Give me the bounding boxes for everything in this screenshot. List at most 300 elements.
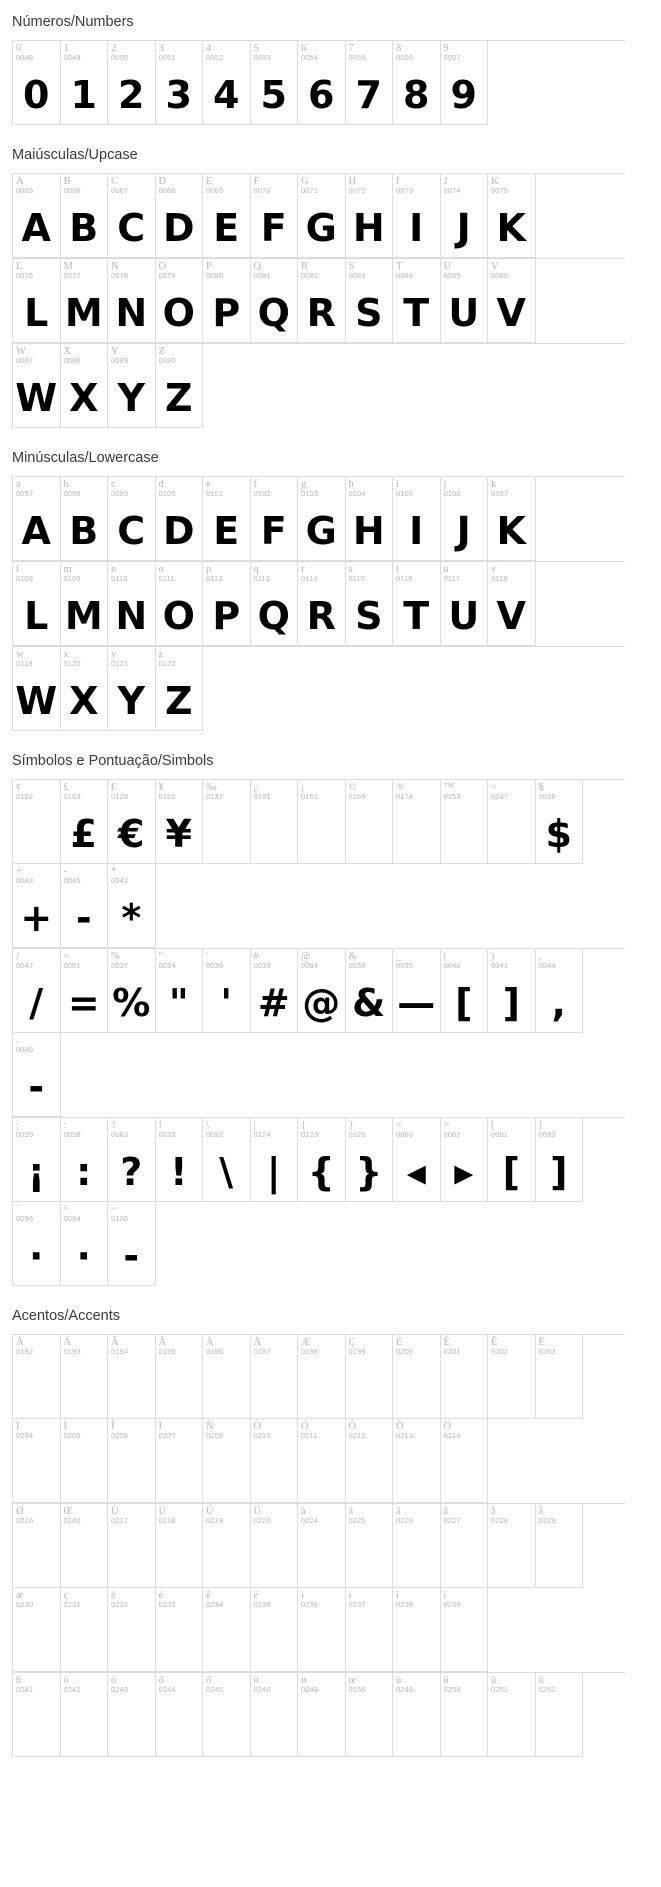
glyph-code-label: 0059 xyxy=(16,1130,34,1140)
glyph-cell[interactable] xyxy=(108,1335,156,1419)
glyph-preview: ] xyxy=(502,981,520,1025)
glyph-cell[interactable] xyxy=(298,780,346,864)
glyph-char-label: ; xyxy=(16,1120,19,1131)
glyph-char-label: y xyxy=(111,649,117,660)
glyph-cell[interactable] xyxy=(251,41,299,125)
glyph-cell[interactable] xyxy=(536,1673,584,1757)
glyph-cell[interactable] xyxy=(298,174,346,258)
glyph-meta xyxy=(13,864,60,889)
glyph-preview: U xyxy=(448,291,480,335)
glyph-char-label: ‰ xyxy=(206,782,217,793)
glyph-code-label: 0200 xyxy=(396,1347,414,1357)
glyph-char-label: ? xyxy=(111,1120,116,1131)
glyph-meta xyxy=(298,1673,345,1698)
glyph-cell[interactable] xyxy=(61,949,109,1033)
glyph-cell[interactable] xyxy=(108,1202,156,1286)
glyph-cell[interactable] xyxy=(346,1588,394,1672)
glyph-cell[interactable] xyxy=(251,477,299,561)
glyph-cell[interactable] xyxy=(393,1118,441,1202)
glyph-cell[interactable] xyxy=(488,1673,536,1757)
glyph-cell[interactable] xyxy=(203,1673,251,1757)
glyph-cell[interactable] xyxy=(203,477,251,561)
glyph-cell[interactable] xyxy=(61,1504,109,1588)
glyph-cell[interactable] xyxy=(156,41,204,125)
glyph-meta xyxy=(488,1673,535,1698)
glyph-cell[interactable] xyxy=(346,1335,394,1419)
glyph-cell[interactable] xyxy=(251,780,299,864)
glyph-cell[interactable] xyxy=(251,1673,299,1757)
glyph-cell[interactable] xyxy=(298,1504,346,1588)
glyph-preview xyxy=(536,1529,583,1587)
glyph-cell[interactable] xyxy=(393,949,441,1033)
glyph-preview: V xyxy=(496,291,526,335)
glyph-cell[interactable] xyxy=(393,174,441,258)
glyph-cell[interactable] xyxy=(108,41,156,125)
glyph-cell[interactable] xyxy=(536,1335,584,1419)
glyph-cell[interactable] xyxy=(13,1033,61,1117)
glyph-meta xyxy=(298,259,345,284)
glyph-cell[interactable] xyxy=(441,562,489,646)
glyph-code-label: 0033 xyxy=(158,1130,176,1140)
glyph-cell[interactable] xyxy=(441,780,489,864)
glyph-cell[interactable] xyxy=(488,174,536,258)
glyph-cell[interactable] xyxy=(298,949,346,1033)
glyph-cell[interactable] xyxy=(61,1673,109,1757)
glyph-cell[interactable] xyxy=(536,1504,584,1588)
glyph-preview: A xyxy=(21,509,51,553)
glyph-cell[interactable] xyxy=(13,174,61,258)
glyph-preview xyxy=(346,805,393,863)
glyph-preview: K xyxy=(496,206,526,250)
glyph-char-label: ï xyxy=(443,1590,447,1601)
glyph-cell[interactable] xyxy=(441,1419,489,1503)
glyph-cell[interactable] xyxy=(156,344,204,428)
glyph-cell[interactable] xyxy=(13,1673,61,1757)
glyph-cell[interactable] xyxy=(536,1118,584,1202)
glyph-cell[interactable] xyxy=(203,1335,251,1419)
glyph-char-label: Í xyxy=(63,1421,67,1432)
glyph-cell[interactable] xyxy=(13,1419,61,1503)
glyph-meta xyxy=(393,174,440,199)
glyph-preview: # xyxy=(257,981,290,1025)
glyph-cell[interactable] xyxy=(251,1504,299,1588)
glyph-char-label: \ xyxy=(206,1120,209,1131)
glyph-meta xyxy=(536,949,583,974)
glyph-char-label: € xyxy=(111,782,117,793)
glyph-cell[interactable] xyxy=(156,1504,204,1588)
glyph-cell[interactable] xyxy=(298,41,346,125)
glyph-preview xyxy=(536,1360,583,1418)
glyph-cell[interactable] xyxy=(298,259,346,343)
glyph-char-label: L xyxy=(16,261,23,272)
glyph-cell[interactable] xyxy=(536,949,584,1033)
glyph-cell[interactable] xyxy=(156,949,204,1033)
glyph-char-label: ô xyxy=(158,1675,164,1686)
glyph-code-label: 0216 xyxy=(16,1516,34,1526)
glyph-cell[interactable] xyxy=(203,780,251,864)
glyph-meta xyxy=(156,41,203,66)
glyph-cell[interactable] xyxy=(346,1504,394,1588)
section-spacer xyxy=(0,125,661,133)
glyph-cell[interactable] xyxy=(251,1419,299,1503)
glyph-preview xyxy=(251,805,298,863)
glyph-code-label: 0088 xyxy=(63,356,81,366)
glyph-cell[interactable] xyxy=(298,1673,346,1757)
glyph-cell[interactable] xyxy=(108,949,156,1033)
glyph-char-label: P xyxy=(206,261,212,272)
glyph-cell[interactable] xyxy=(108,1673,156,1757)
glyph-cell[interactable] xyxy=(203,562,251,646)
glyph-cell[interactable] xyxy=(156,1335,204,1419)
glyph-cell[interactable] xyxy=(13,259,61,343)
glyph-cell[interactable] xyxy=(393,1335,441,1419)
glyph-cell[interactable] xyxy=(203,41,251,125)
glyph-cell[interactable] xyxy=(61,647,109,731)
glyph-cell[interactable] xyxy=(156,647,204,731)
glyph-cell[interactable] xyxy=(393,1588,441,1672)
glyph-cell[interactable] xyxy=(346,1673,394,1757)
glyph-char-label: R xyxy=(301,261,309,272)
glyph-preview: P xyxy=(212,594,241,638)
glyph-cell[interactable] xyxy=(441,1673,489,1757)
glyph-char-label: Û xyxy=(206,1506,214,1517)
glyph-cell[interactable] xyxy=(61,1118,109,1202)
glyph-cell[interactable] xyxy=(393,1504,441,1588)
glyph-cell[interactable] xyxy=(346,562,394,646)
glyph-cell[interactable] xyxy=(488,1335,536,1419)
glyph-preview xyxy=(13,1613,60,1671)
glyph-meta xyxy=(298,1419,345,1444)
glyph-char-label: $ xyxy=(538,782,544,793)
glyph-preview: H xyxy=(352,509,385,553)
glyph-cell[interactable] xyxy=(13,41,61,125)
glyph-cell[interactable] xyxy=(346,477,394,561)
glyph-char-label: f xyxy=(253,479,257,490)
glyph-cell[interactable] xyxy=(251,174,299,258)
glyph-cell[interactable] xyxy=(346,174,394,258)
glyph-char-label: l xyxy=(16,564,19,575)
glyph-cell[interactable] xyxy=(156,259,204,343)
glyph-cell[interactable] xyxy=(156,1588,204,1672)
glyph-cell[interactable] xyxy=(203,1118,251,1202)
glyph-cell[interactable] xyxy=(156,1118,204,1202)
glyph-cell[interactable] xyxy=(13,864,61,948)
glyph-char-label: B xyxy=(63,176,71,187)
glyph-char-label: é xyxy=(158,1590,164,1601)
glyph-code-label: 0096 xyxy=(16,1214,34,1224)
glyph-cell[interactable] xyxy=(441,477,489,561)
glyph-meta xyxy=(488,1118,535,1143)
glyph-cell[interactable] xyxy=(108,1419,156,1503)
glyph-cell[interactable] xyxy=(156,174,204,258)
glyph-cell[interactable] xyxy=(251,1588,299,1672)
glyph-preview: ¥ xyxy=(165,812,192,856)
glyph-meta xyxy=(203,1335,250,1360)
glyph-cell[interactable] xyxy=(61,477,109,561)
glyph-cell[interactable] xyxy=(393,1419,441,1503)
glyph-char-label: = xyxy=(63,951,70,962)
glyph-cell[interactable] xyxy=(298,1118,346,1202)
glyph-cell[interactable] xyxy=(251,949,299,1033)
glyph-meta xyxy=(393,1118,440,1143)
glyph-cell[interactable] xyxy=(441,1335,489,1419)
glyph-preview: · xyxy=(76,1234,91,1278)
glyph-cell[interactable] xyxy=(488,259,536,343)
glyph-cell[interactable] xyxy=(488,1504,536,1588)
glyph-cell[interactable] xyxy=(441,1588,489,1672)
glyph-preview: C xyxy=(117,206,146,250)
glyph-code-label: 0219 xyxy=(206,1516,224,1526)
glyph-cell[interactable] xyxy=(13,1504,61,1588)
glyph-meta xyxy=(488,780,535,805)
glyph-meta xyxy=(298,1588,345,1613)
glyph-preview: E xyxy=(213,509,240,553)
glyph-cell[interactable] xyxy=(108,1504,156,1588)
glyph-cell[interactable] xyxy=(13,647,61,731)
glyph-cell[interactable] xyxy=(251,1335,299,1419)
glyph-cell[interactable] xyxy=(61,1588,109,1672)
glyph-code-label: 0226 xyxy=(396,1516,414,1526)
glyph-cell[interactable] xyxy=(488,780,536,864)
glyph-cell[interactable] xyxy=(393,259,441,343)
glyph-cell[interactable] xyxy=(203,1588,251,1672)
glyph-cell[interactable] xyxy=(108,647,156,731)
glyph-cell[interactable] xyxy=(61,1419,109,1503)
glyph-char-label: 0 xyxy=(16,43,22,54)
glyph-meta xyxy=(393,1419,440,1444)
glyph-code-label: 0107 xyxy=(491,489,509,499)
glyph-cell[interactable] xyxy=(203,259,251,343)
glyph-preview xyxy=(346,1529,393,1587)
glyph-cell[interactable] xyxy=(393,780,441,864)
glyph-cell[interactable] xyxy=(251,562,299,646)
glyph-char-label: g xyxy=(301,479,307,490)
glyph-cell[interactable] xyxy=(251,1118,299,1202)
glyph-cell[interactable] xyxy=(346,780,394,864)
glyph-cell[interactable] xyxy=(536,780,584,864)
glyph-preview: M xyxy=(64,594,103,638)
glyph-preview: H xyxy=(352,206,385,250)
glyph-char-label: e xyxy=(206,479,211,490)
glyph-cell[interactable] xyxy=(13,344,61,428)
glyph-cell[interactable] xyxy=(346,1419,394,1503)
glyph-meta xyxy=(346,1118,393,1143)
glyph-cell[interactable] xyxy=(61,259,109,343)
glyph-meta xyxy=(108,1202,155,1227)
glyph-meta xyxy=(298,780,345,805)
glyph-cell[interactable] xyxy=(108,562,156,646)
glyph-cell[interactable] xyxy=(346,949,394,1033)
glyph-cell[interactable] xyxy=(441,949,489,1033)
glyph-cell[interactable] xyxy=(393,562,441,646)
glyph-cell[interactable] xyxy=(13,1202,61,1286)
glyph-char-label: ] xyxy=(538,1120,542,1131)
glyph-meta xyxy=(346,1419,393,1444)
glyph-preview xyxy=(251,1698,298,1756)
glyph-cell[interactable] xyxy=(298,1335,346,1419)
glyph-cell[interactable] xyxy=(108,344,156,428)
glyph-meta xyxy=(156,1335,203,1360)
glyph-cell[interactable] xyxy=(203,1504,251,1588)
glyph-char-label: ÷ xyxy=(491,782,497,793)
glyph-preview xyxy=(298,1613,345,1671)
glyph-cell[interactable] xyxy=(61,174,109,258)
glyph-cell[interactable] xyxy=(61,562,109,646)
glyph-cell[interactable] xyxy=(156,1419,204,1503)
glyph-char-label: I xyxy=(396,176,400,187)
glyph-preview: O xyxy=(162,291,195,335)
glyph-cell[interactable] xyxy=(156,780,204,864)
glyph-preview: € xyxy=(118,812,145,856)
glyph-cell[interactable] xyxy=(488,477,536,561)
glyph-code-label: 0104 xyxy=(348,489,366,499)
glyph-cell[interactable] xyxy=(13,1118,61,1202)
glyph-cell[interactable] xyxy=(488,949,536,1033)
glyph-cell[interactable] xyxy=(488,1118,536,1202)
glyph-preview: N xyxy=(115,291,148,335)
glyph-preview xyxy=(441,1698,488,1756)
glyph-meta xyxy=(441,1419,488,1444)
glyph-cell[interactable] xyxy=(298,477,346,561)
glyph-meta xyxy=(156,174,203,199)
glyph-char-label: U xyxy=(443,261,452,272)
glyph-char-label: . xyxy=(16,1035,19,1046)
glyph-code-label: 0153 xyxy=(443,792,461,802)
glyph-cell[interactable] xyxy=(393,41,441,125)
glyph-row xyxy=(12,343,625,428)
glyph-cell[interactable] xyxy=(298,1588,346,1672)
glyph-preview xyxy=(156,1529,203,1587)
glyph-cell[interactable] xyxy=(61,780,109,864)
glyph-char-label: : xyxy=(63,1120,67,1131)
glyph-code-label: 0072 xyxy=(348,186,366,196)
glyph-meta xyxy=(298,174,345,199)
glyph-code-label: 0140 xyxy=(63,1516,81,1526)
glyph-cell[interactable] xyxy=(61,1202,109,1286)
glyph-char-label: ü xyxy=(538,1675,544,1686)
glyph-preview xyxy=(441,1529,488,1587)
glyph-cell[interactable] xyxy=(298,562,346,646)
glyph-cell[interactable] xyxy=(13,1335,61,1419)
glyph-cell[interactable] xyxy=(108,259,156,343)
section-spacer xyxy=(0,1286,661,1294)
glyph-code-label: 0211 xyxy=(301,1431,318,1441)
glyph-cell[interactable] xyxy=(393,1673,441,1757)
glyph-cell[interactable] xyxy=(441,174,489,258)
glyph-char-label: ó xyxy=(111,1675,117,1686)
glyph-cell[interactable] xyxy=(13,780,61,864)
glyph-preview xyxy=(441,1613,488,1671)
glyph-meta xyxy=(61,1673,108,1698)
glyph-cell[interactable] xyxy=(203,1419,251,1503)
glyph-cell[interactable] xyxy=(441,1118,489,1202)
glyph-cell[interactable] xyxy=(108,780,156,864)
glyph-code-label: 0123 xyxy=(301,1130,319,1140)
glyph-cell[interactable] xyxy=(393,477,441,561)
glyph-char-label: Ï xyxy=(158,1421,162,1432)
glyph-code-label: 0218 xyxy=(158,1516,176,1526)
glyph-cell[interactable] xyxy=(108,1588,156,1672)
glyph-meta xyxy=(488,1504,535,1529)
glyph-cell[interactable] xyxy=(13,562,61,646)
glyph-cell[interactable] xyxy=(156,477,204,561)
glyph-cell[interactable] xyxy=(346,259,394,343)
glyph-code-label: 0249 xyxy=(396,1685,414,1695)
glyph-cell[interactable] xyxy=(488,562,536,646)
glyph-meta xyxy=(13,1504,60,1529)
glyph-cell[interactable] xyxy=(13,949,61,1033)
glyph-preview xyxy=(488,805,535,863)
glyph-char-label: í xyxy=(348,1590,352,1601)
glyph-char-label: Y xyxy=(111,346,119,357)
glyph-meta xyxy=(108,1588,155,1613)
glyph-code-label: 0239 xyxy=(443,1600,461,1610)
glyph-cell[interactable] xyxy=(61,344,109,428)
glyph-code-label: 0111 xyxy=(158,574,175,584)
glyph-cell[interactable] xyxy=(61,41,109,125)
glyph-char-label: ' xyxy=(206,951,208,962)
glyph-cell[interactable] xyxy=(156,562,204,646)
glyph-cell[interactable] xyxy=(346,41,394,125)
glyph-preview: | xyxy=(266,1150,281,1194)
glyph-code-label: 0213 xyxy=(396,1431,414,1441)
glyph-cell[interactable] xyxy=(441,1504,489,1588)
glyph-preview: $ xyxy=(545,812,572,856)
glyph-cell[interactable] xyxy=(203,949,251,1033)
glyph-cell[interactable] xyxy=(156,1673,204,1757)
glyph-cell[interactable] xyxy=(61,1335,109,1419)
glyph-row xyxy=(12,561,625,646)
glyph-cell[interactable] xyxy=(108,174,156,258)
glyph-cell[interactable] xyxy=(108,864,156,948)
glyph-meta xyxy=(61,647,108,672)
glyph-cell[interactable] xyxy=(61,864,109,948)
glyph-meta xyxy=(298,1335,345,1360)
glyph-char-label: p xyxy=(206,564,212,575)
glyph-preview xyxy=(393,1613,440,1671)
glyph-code-label: 0076 xyxy=(16,271,34,281)
glyph-cell[interactable] xyxy=(298,1419,346,1503)
glyph-cell[interactable] xyxy=(13,1588,61,1672)
glyph-code-label: 0049 xyxy=(63,53,81,63)
glyph-cell[interactable] xyxy=(441,41,489,125)
glyph-char-label: ì xyxy=(301,1590,304,1601)
glyph-cell[interactable] xyxy=(441,259,489,343)
glyph-char-label: } xyxy=(348,1120,354,1131)
glyph-meta xyxy=(13,562,60,587)
glyph-code-label: 0040 xyxy=(443,961,461,971)
glyph-meta xyxy=(108,949,155,974)
glyph-code-label: 0054 xyxy=(301,53,319,63)
glyph-cell[interactable] xyxy=(108,477,156,561)
glyph-preview xyxy=(13,1698,60,1756)
glyph-meta xyxy=(203,780,250,805)
glyph-preview: Y xyxy=(117,376,146,420)
glyph-preview xyxy=(108,1613,155,1671)
glyph-cell[interactable] xyxy=(251,259,299,343)
glyph-cell[interactable] xyxy=(203,174,251,258)
glyph-cell[interactable] xyxy=(346,1118,394,1202)
glyph-char-label: ñ xyxy=(16,1675,22,1686)
glyph-cell[interactable] xyxy=(13,477,61,561)
glyph-code-label: 0212 xyxy=(348,1431,366,1441)
glyph-cell[interactable] xyxy=(108,1118,156,1202)
glyph-meta xyxy=(13,1419,60,1444)
glyph-code-label: 0038 xyxy=(348,961,366,971)
glyph-code-label: 0120 xyxy=(63,659,81,669)
glyph-preview: P xyxy=(212,291,241,335)
glyph-code-label: 0209 xyxy=(206,1431,224,1441)
